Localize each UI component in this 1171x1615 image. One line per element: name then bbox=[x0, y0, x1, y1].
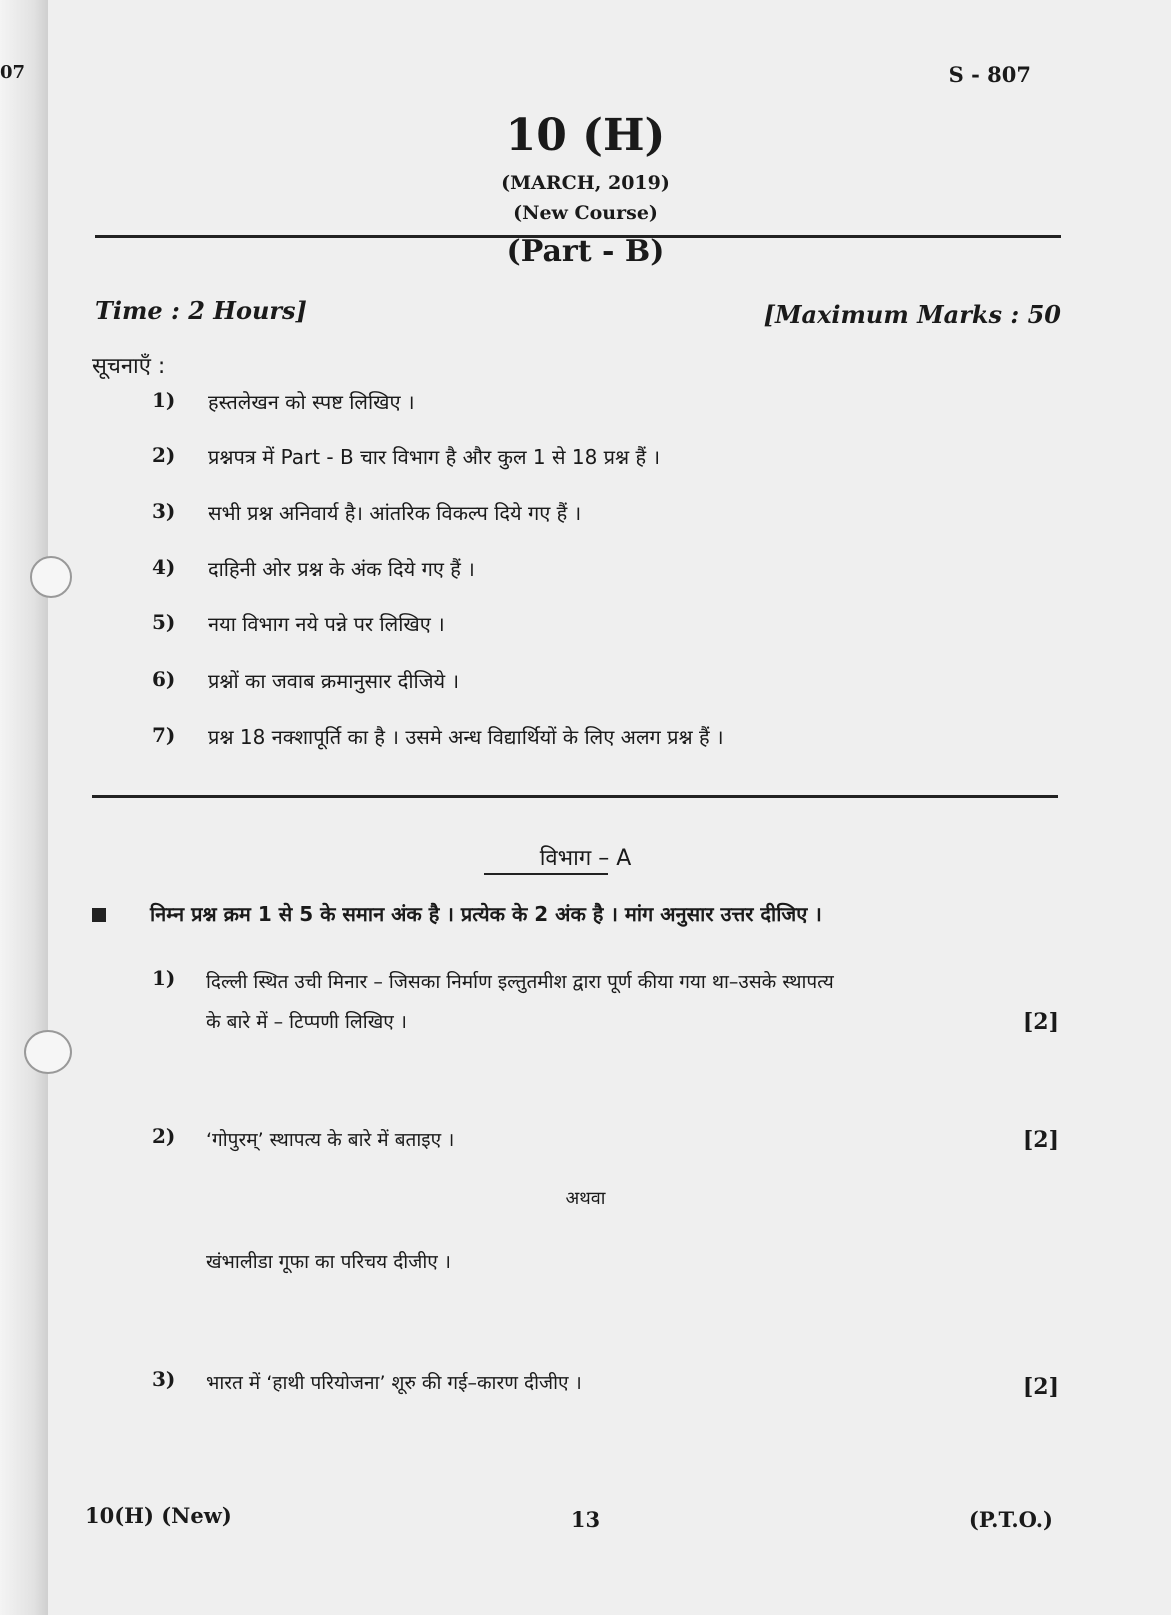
punch-hole-bottom bbox=[24, 1030, 72, 1074]
question-number: 3) bbox=[152, 1367, 176, 1391]
instructions-heading: सूचनाएँ : bbox=[92, 354, 166, 379]
question-number: 1) bbox=[152, 966, 176, 990]
instruction-number: 6) bbox=[152, 667, 176, 691]
footer-page-number: 13 bbox=[570, 1507, 601, 1532]
paper-title: 10 (H) bbox=[505, 110, 666, 161]
instruction-number: 5) bbox=[152, 610, 176, 634]
question-number: 2) bbox=[152, 1124, 176, 1148]
footer-paper-label: 10(H) (New) bbox=[85, 1503, 232, 1528]
footer-pto: (P.T.O.) bbox=[968, 1507, 1053, 1532]
instruction-text: दाहिनी ओर प्रश्न के अंक दिये गए हैं । bbox=[208, 557, 475, 581]
instruction-number: 7) bbox=[152, 723, 176, 747]
question-3-text: भारत में ‘हाथी परियोजना’ शूरु की गई–कारण दीजीए । bbox=[206, 1372, 582, 1394]
square-bullet-icon bbox=[92, 908, 106, 922]
question-1-line-2: के बारे में – टिप्पणी लिखिए । bbox=[206, 1011, 408, 1033]
time-allowed: Time : 2 Hours] bbox=[95, 296, 307, 325]
margin-page-number: 07 bbox=[0, 62, 26, 83]
instruction-text: हस्तलेखन को स्पष्ट लिखिए । bbox=[208, 390, 415, 414]
question-2-marks: [2] bbox=[1022, 1127, 1059, 1153]
instruction-number: 1) bbox=[152, 388, 176, 412]
maximum-marks: [Maximum Marks : 50 bbox=[763, 300, 1061, 329]
section-title: विभाग – A bbox=[539, 846, 632, 871]
question-1-marks: [2] bbox=[1022, 1009, 1059, 1035]
punch-hole-top bbox=[30, 556, 72, 598]
instruction-text: नया विभाग नये पन्ने पर लिखिए । bbox=[208, 612, 445, 636]
instruction-number: 3) bbox=[152, 499, 176, 523]
instruction-text: सभी प्रश्न अनिवार्य है। आंतरिक विकल्प दिये गए हैं । bbox=[208, 501, 582, 525]
instructions-divider bbox=[92, 795, 1058, 798]
exam-date: (MARCH, 2019) bbox=[501, 172, 670, 194]
or-separator: अथवा bbox=[565, 1188, 606, 1209]
instruction-text: प्रश्नों का जवाब क्रमानुसार दीजिये । bbox=[208, 669, 460, 693]
instruction-number: 4) bbox=[152, 555, 176, 579]
instruction-text: प्रश्न 18 नक्शापूर्ति का है । उसमे अन्ध विद्यार्थियों के लिए अलग प्रश्न हैं । bbox=[208, 725, 724, 749]
section-title-underline bbox=[484, 873, 608, 875]
question-1-line-1: दिल्ली स्थित उची मिनार – जिसका निर्माण इल्तुतमीश द्वारा पूर्ण कीया गया था–उसके स्थापत्य bbox=[206, 971, 834, 993]
instruction-text: प्रश्नपत्र में Part - B चार विभाग है और कुल 1 से 18 प्रश्न हैं । bbox=[208, 445, 661, 469]
paper-code: S - 807 bbox=[948, 62, 1031, 87]
section-instruction: निम्न प्रश्न क्रम 1 से 5 के समान अंक है । प्रत्येक के 2 अंक है । मांग अनुसार उत्तर दीजिए । bbox=[150, 902, 822, 926]
question-3-marks: [2] bbox=[1022, 1374, 1059, 1400]
question-2-text: ‘गोपुरम्’ स्थापत्य के बारे में बताइए । bbox=[206, 1129, 455, 1151]
part-label: (Part - B) bbox=[506, 234, 665, 269]
instruction-number: 2) bbox=[152, 443, 176, 467]
question-2-alternative: खंभालीडा गूफा का परिचय दीजीए । bbox=[206, 1251, 451, 1273]
course-label: (New Course) bbox=[513, 202, 658, 224]
